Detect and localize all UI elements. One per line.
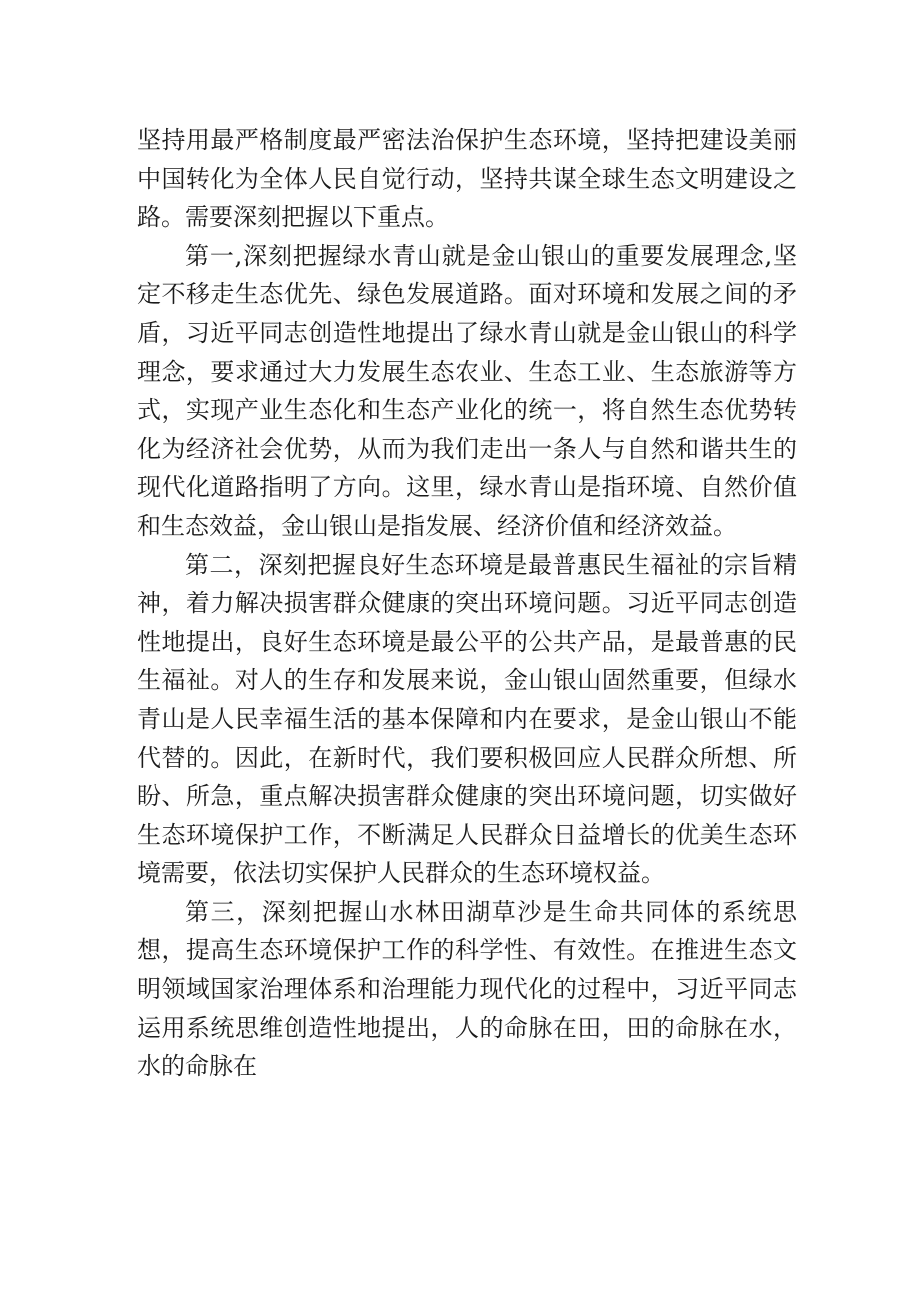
paragraph-first-point: 第一,深刻把握绿水青山就是金山银山的重要发展理念,坚定不移走生态优先、绿色发展道路。面对环境和发展之间的矛盾，习近平同志创造性地提出了绿水青山就是金山银山的科学理念，要求通过大力发展生态农业、生态工业、生态旅游等方式，实现产业生态化和生态产业化的统一，将自然生态优势转化为经济社会优势，从而为我们走出一条人与自然和谐共生的现代化道路指明了方向。这里，绿水青山是指环境、自然价值和生态效益，金山银山是指发展、经济价值和经济效益。: [137, 241, 797, 540]
paragraph-continuation: 坚持用最严格制度最严密法治保护生态环境，坚持把建设美丽中国转化为全体人民自觉行动，坚持共谋全球生态文明建设之路。需要深刻把握以下重点。: [137, 126, 797, 232]
paragraph-second-point: 第二，深刻把握良好生态环境是最普惠民生福祉的宗旨精神，着力解决损害群众健康的突出环境问题。习近平同志创造性地提出，良好生态环境是最公平的公共产品，是最普惠的民生福祉。对人的生存和发展来说，金山银山固然重要，但绿水青山是人民幸福生活的基本保障和内在要求，是金山银山不能代替的。因此，在新时代，我们要积极回应人民群众所想、所盼、所急，重点解决损害群众健康的突出环境问题，切实做好生态环境保护工作，不断满足人民群众日益增长的优美生态环境需要，依法切实保护人民群众的生态环境权益。: [137, 550, 797, 888]
paragraph-third-point: 第三，深刻把握山水林田湖草沙是生命共同体的系统思想，提高生态环境保护工作的科学性、有效性。在推进生态文明领域国家治理体系和治理能力现代化的过程中，习近平同志运用系统思维创造性地提出，人的命脉在田，田的命脉在水，水的命脉在: [137, 897, 797, 1081]
document-body: [137, 121, 797, 1086]
